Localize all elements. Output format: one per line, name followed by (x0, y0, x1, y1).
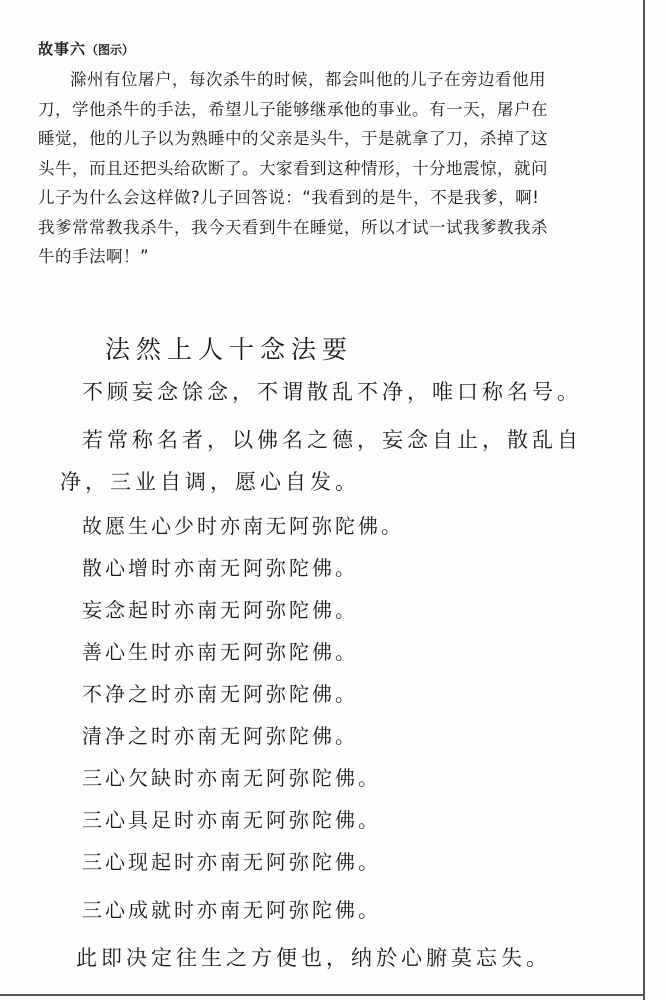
story-line: 我爹常常教我杀牛，我今天看到牛在睡觉，所以才试一试我爹教我杀 (38, 217, 548, 237)
page-edge-right (643, 0, 645, 1000)
dharma-intro-1: 不顾妄念馀念，不谓散乱不净，唯口称名号。 (82, 380, 582, 404)
story-line: 滁州有位屠户，每次杀牛的时候，都会叫他的儿子在旁边看他用 (70, 70, 546, 89)
dharma-intro-2b: 净，三业自调，愿心自发。 (60, 470, 360, 494)
chant-line: 不净之时亦南无阿弥陀佛。 (82, 682, 358, 706)
dharma-intro-2a: 若常称名者，以佛名之德，妄念自止，散乱自 (82, 428, 582, 452)
chant-line: 散心增时亦南无阿弥陀佛。 (82, 556, 358, 580)
chant-line: 清净之时亦南无阿弥陀佛。 (82, 724, 358, 748)
story-title: 故事六 (38, 40, 87, 58)
story-line: 头牛，而且还把头给砍断了。大家看到这种情形，十分地震惊，就问 (38, 158, 548, 178)
chant-line: 三心成就时亦南无阿弥陀佛。 (82, 898, 381, 922)
chant-line: 三心现起时亦南无阿弥陀佛。 (82, 850, 381, 874)
story-section (38, 38, 638, 272)
chant-line: 妄念起时亦南无阿弥陀佛。 (82, 598, 358, 622)
story-heading (38, 38, 638, 60)
dharma-title: 法然上人十念法要 (105, 335, 354, 364)
dharma-closing: 此即决定往生之方便也，纳於心腑莫忘失。 (76, 946, 551, 970)
story-title-note: （图示） (86, 43, 135, 57)
story-body (38, 65, 638, 272)
chant-line: 故愿生心少时亦南无阿弥陀佛。 (82, 514, 404, 538)
story-line: 睡觉，他的儿子以为熟睡中的父亲是头牛，于是就拿了刀，杀掉了这 (38, 129, 548, 148)
page-edge-bottom (0, 994, 645, 996)
story-line: 牛的手法啊！” (38, 247, 150, 266)
chant-line: 三心欠缺时亦南无阿弥陀佛。 (82, 766, 381, 790)
story-line: 刀，学他杀牛的手法，希望儿子能够继承他的事业。有一天，屠户在 (38, 99, 548, 119)
story-line: 儿子为什么会这样做?儿子回答说：“我看到的是牛，不是我爹，啊! (38, 188, 540, 207)
chant-line: 善心生时亦南无阿弥陀佛。 (82, 640, 358, 664)
chant-line: 三心具足时亦南无阿弥陀佛。 (82, 808, 381, 832)
